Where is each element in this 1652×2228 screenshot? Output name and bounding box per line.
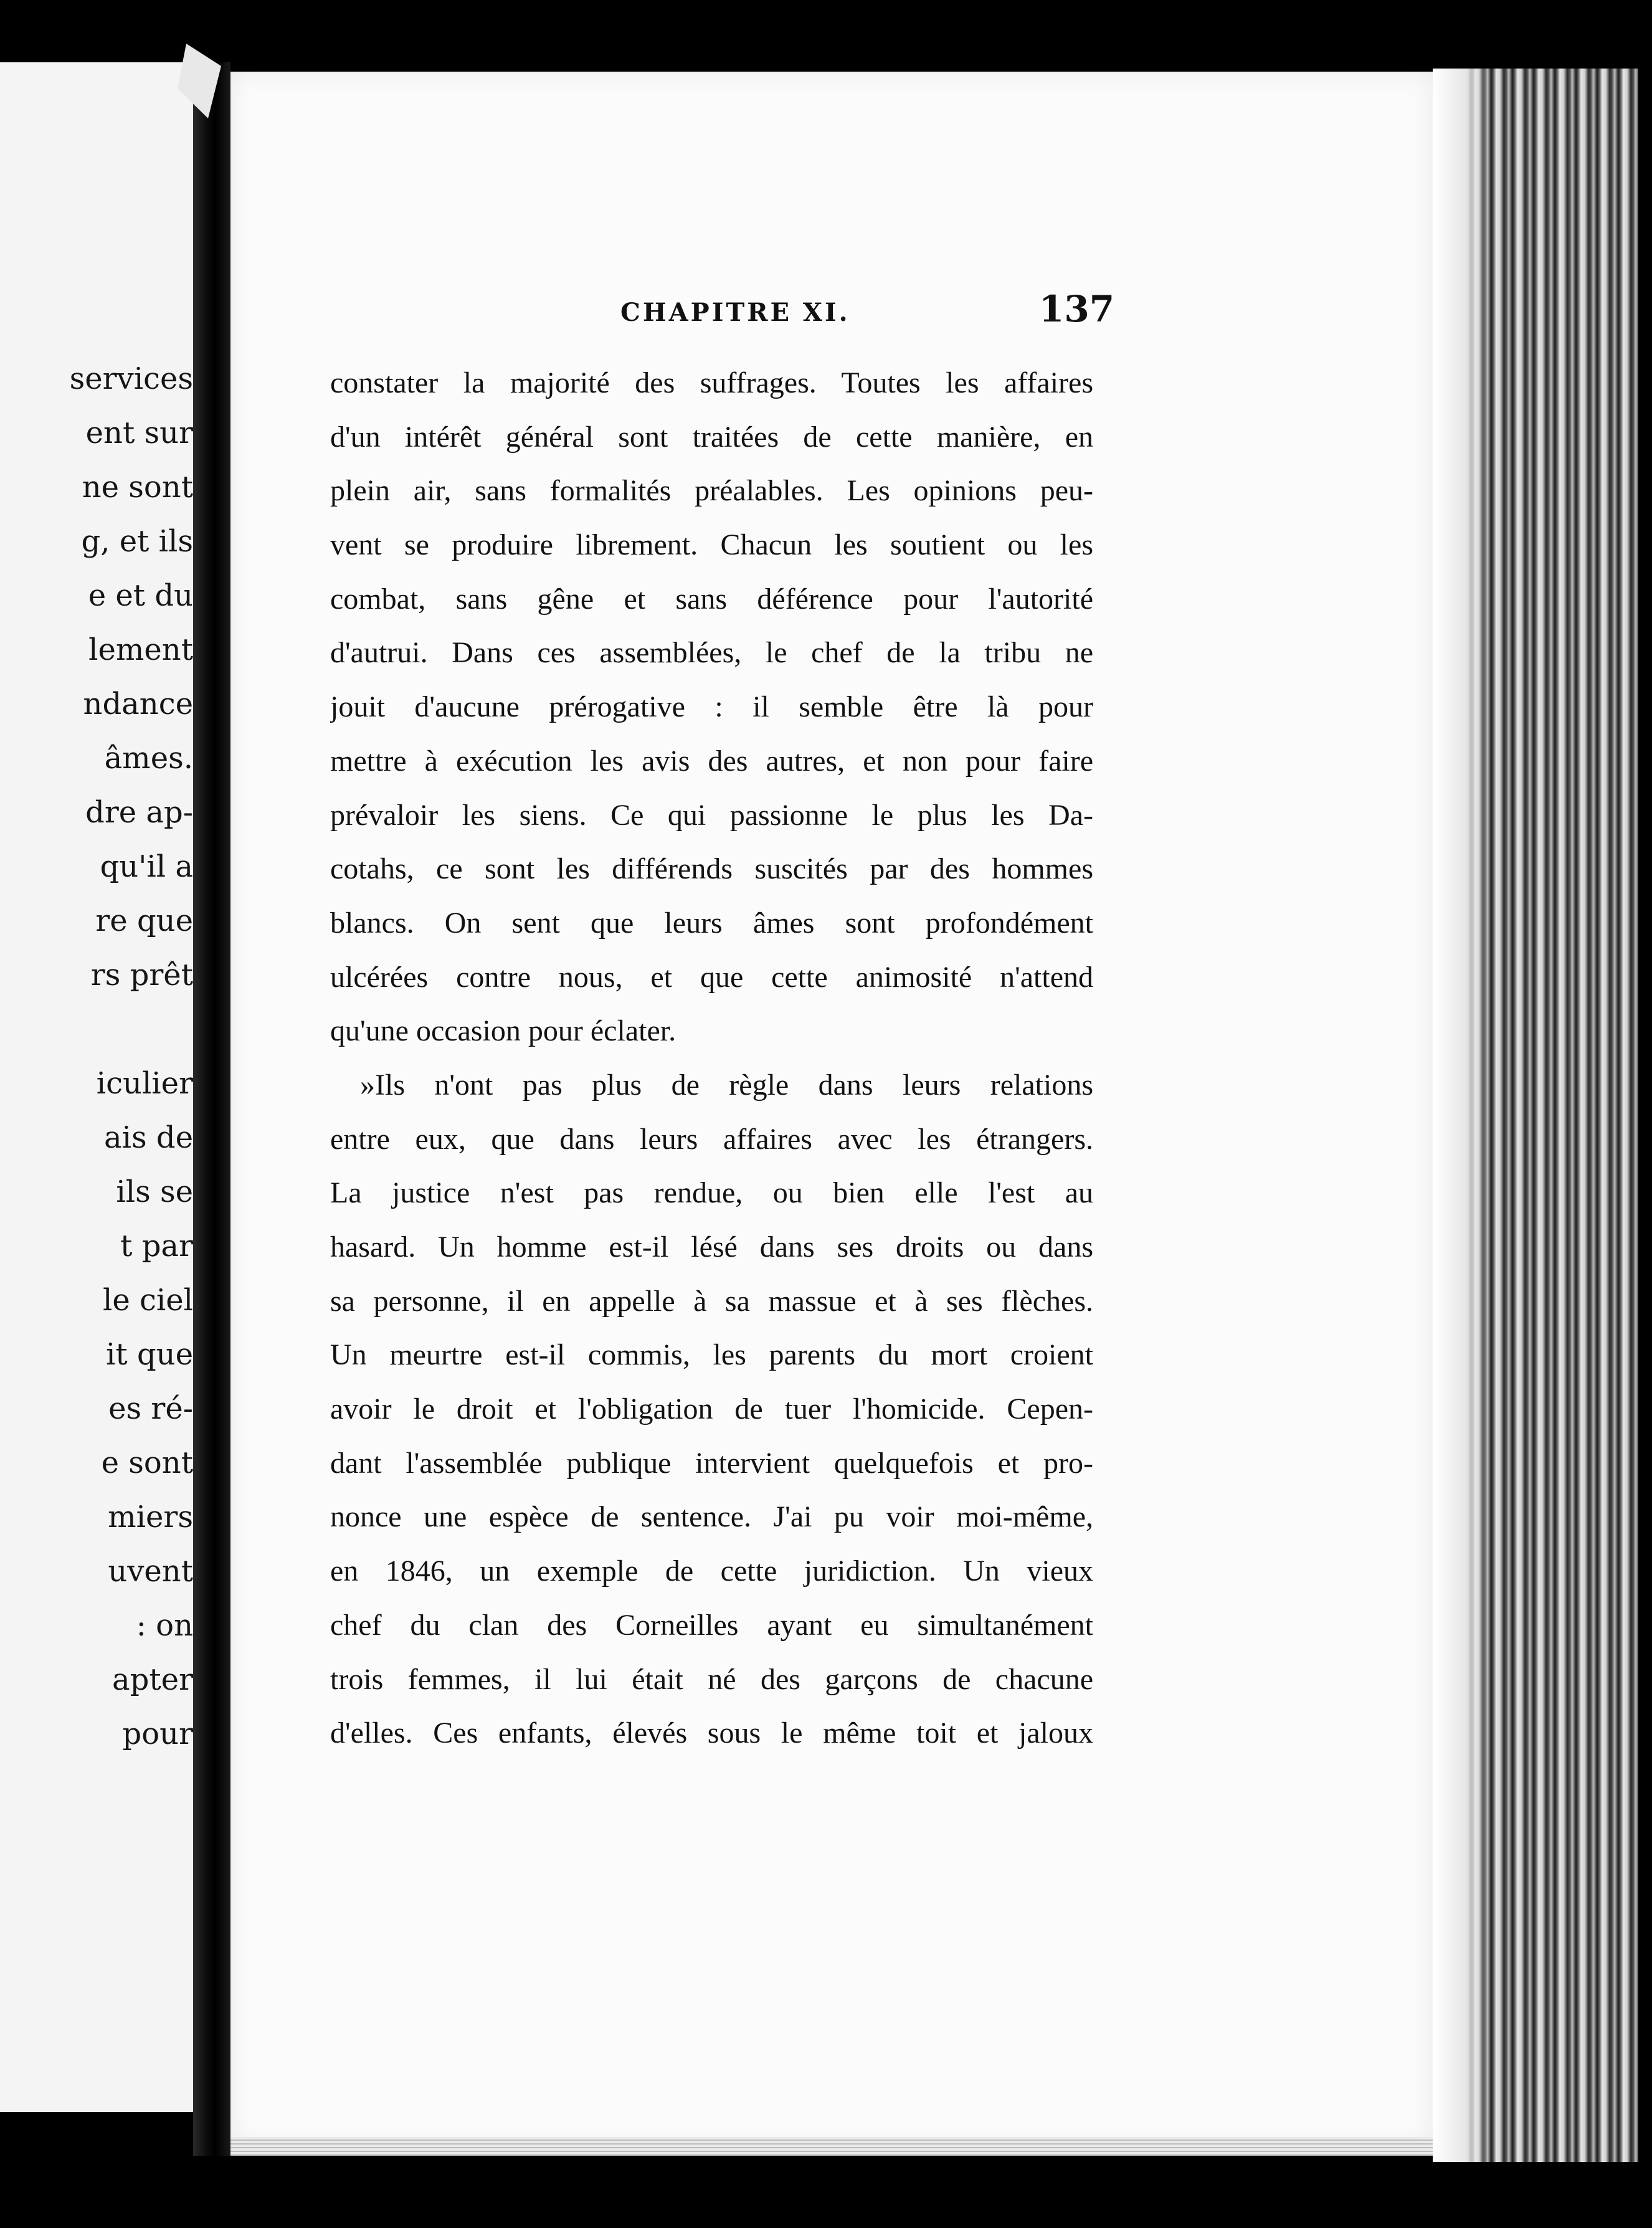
left-fragment: dre ap- — [85, 795, 193, 830]
text-line: sa personne, il en appelle à sa massue et à ses flèches. — [330, 1284, 1093, 1318]
text-line: »Ils n'ont pas plus de règle dans leurs relations — [360, 1068, 1093, 1102]
text-line: combat, sans gêne et sans déférence pour l'autorité — [330, 582, 1093, 616]
text-line: plein air, sans formalités préalables. Les opinions peu- — [330, 474, 1093, 508]
left-fragment: ndance — [83, 687, 193, 721]
left-fragment: âmes. — [104, 741, 193, 776]
left-fragment: lement — [88, 632, 193, 667]
left-fragment: : on — [136, 1608, 193, 1643]
text-line: nonce une espèce de sentence. J'ai pu voir moi-même, — [330, 1500, 1093, 1534]
text-line: mettre à exécution les avis des autres, et non pour faire — [330, 744, 1093, 778]
left-fragment: es ré- — [108, 1391, 193, 1426]
left-fragment: t par — [120, 1229, 193, 1264]
text-line: ulcérées contre nous, et que cette animosité n'attend — [330, 960, 1093, 994]
text-line: trois femmes, il lui était né des garçons de chacune — [330, 1662, 1093, 1696]
running-header: CHAPITRE XI. — [620, 298, 850, 327]
left-fragment: le ciel — [102, 1283, 193, 1318]
left-fragment: e et du — [88, 578, 193, 613]
left-fragment: e sont — [101, 1445, 193, 1480]
text-line: cotahs, ce sont les différends suscités par des hommes — [330, 852, 1093, 886]
text-line: hasard. Un homme est-il lésé dans ses droits ou dans — [330, 1231, 1093, 1264]
left-fragment: miers — [108, 1500, 193, 1535]
left-fragment: g, et ils — [81, 524, 193, 559]
text-line: blancs. On sent que leurs âmes sont profondément — [330, 906, 1093, 940]
previous-page — [0, 62, 193, 2112]
text-line: dant l'assemblée publique intervient quelquefois et pro- — [330, 1446, 1093, 1480]
book-gutter — [193, 62, 230, 2156]
fore-edge-highlight — [1433, 69, 1489, 2162]
left-fragment: apter — [112, 1662, 193, 1697]
text-line: qu'une occasion pour éclater. — [330, 1014, 676, 1048]
text-line: entre eux, que dans leurs affaires avec les étrangers. — [330, 1122, 1093, 1156]
text-line: La justice n'est pas rendue, ou bien elle l'est au — [330, 1176, 1093, 1210]
left-fragment: re que — [95, 903, 193, 938]
left-fragment: qu'il a — [100, 849, 193, 884]
body-text — [330, 356, 1093, 1761]
left-fragment: ne sont — [82, 470, 193, 505]
text-line: d'un intérêt général sont traitées de cette manière, en — [330, 420, 1093, 454]
text-line: en 1846, un exemple de cette juridiction. Un vieux — [330, 1554, 1093, 1588]
left-fragment: uvent — [108, 1554, 193, 1589]
left-fragment: ent sur — [85, 416, 193, 450]
left-fragment: services — [69, 361, 193, 396]
text-line: jouit d'aucune prérogative : il semble être là pour — [330, 690, 1093, 724]
left-fragment: ais de — [104, 1120, 193, 1155]
left-fragment: rs prêt — [90, 958, 193, 993]
left-fragment: pour — [122, 1716, 193, 1751]
page-number: 137 — [1039, 288, 1115, 330]
left-fragment: it que — [106, 1337, 193, 1372]
text-line: avoir le droit et l'obligation de tuer l'homicide. Cepen- — [330, 1392, 1093, 1426]
page-bottom-edge — [230, 2137, 1451, 2156]
text-line: d'autrui. Dans ces assemblées, le chef de la tribu ne — [330, 636, 1093, 670]
left-fragment: iculier — [96, 1066, 193, 1101]
text-line: d'elles. Ces enfants, élevés sous le même toit et jaloux — [330, 1716, 1093, 1750]
left-fragment: ils se — [116, 1174, 193, 1209]
text-line: Un meurtre est-il commis, les parents du mort croient — [330, 1338, 1093, 1372]
text-line: vent se produire librement. Chacun les soutient ou les — [330, 528, 1093, 562]
text-line: prévaloir les siens. Ce qui passionne le plus les Da- — [330, 798, 1093, 832]
text-line: constater la majorité des suffrages. Toutes les affaires — [330, 366, 1093, 399]
text-line: chef du clan des Corneilles ayant eu simultanément — [330, 1608, 1093, 1642]
